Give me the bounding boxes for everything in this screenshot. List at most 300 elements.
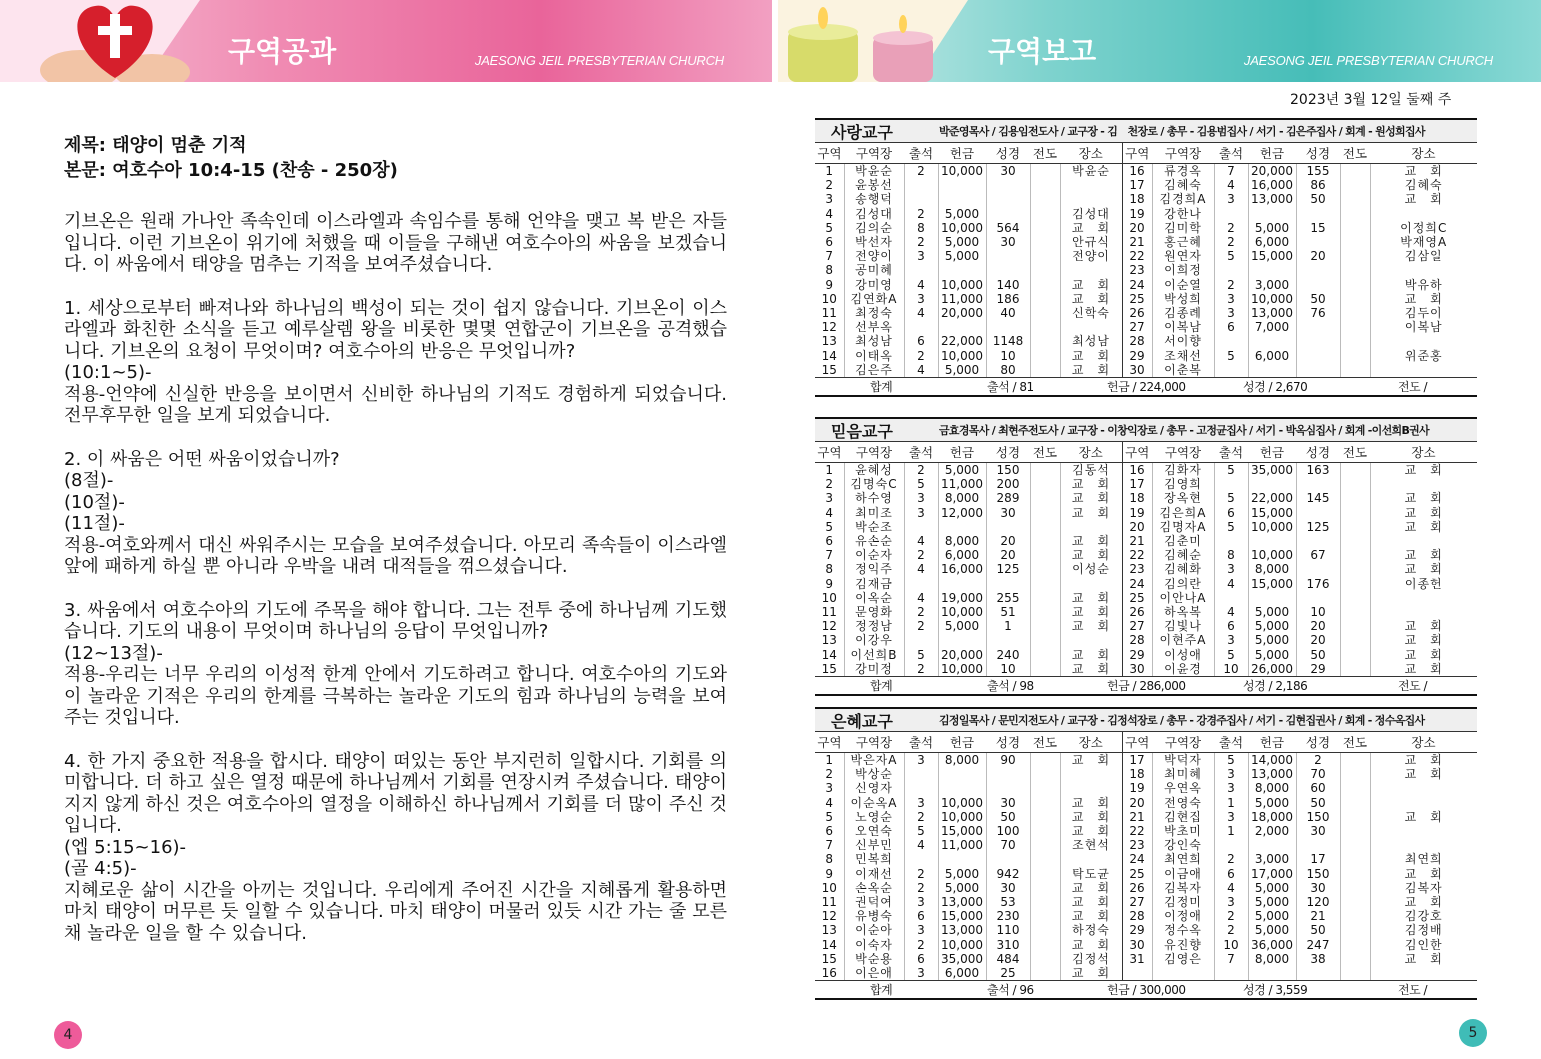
table-cell [1340,881,1370,895]
table-cell: 2 [1214,923,1248,937]
table-cell [1122,966,1152,980]
table-cell: 6 [904,909,938,923]
table-row [815,562,1477,576]
table-cell: 5,000 [1248,796,1296,810]
district-1 [815,118,1477,397]
table-cell: 이윤경 [1152,662,1214,676]
lesson-banner-title: 구역공과 [228,35,337,68]
table-cell [1214,477,1248,491]
column-header: 성경 [1296,442,1340,463]
table-cell: 이복남 [1370,320,1477,334]
table-cell: 53 [986,895,1030,909]
table-cell: 노영순 [844,810,904,824]
district-total [815,377,1477,395]
column-header: 성경 [986,143,1030,164]
column-header: 장소 [1370,442,1477,463]
table-cell [986,781,1030,795]
table-cell [1370,207,1477,221]
table-cell [1060,852,1122,866]
table-cell: 23 [1122,263,1152,277]
table-cell: 24 [1122,577,1152,591]
table-cell: 15,000 [938,824,986,838]
table-cell: 박윤순 [844,164,904,179]
table-cell: 2,000 [1248,824,1296,838]
table-cell: 3 [904,491,938,505]
table-cell [1248,534,1296,548]
total-label: 합계 [870,379,893,394]
total-label: 합계 [870,678,893,693]
table-cell: 최연희 [1152,852,1214,866]
church-name: JAESONG JEIL PRESBYTERIAN CHURCH [474,53,724,68]
table-cell: 5,000 [938,235,986,249]
table-cell [1296,263,1340,277]
table-cell: 18 [1122,491,1152,505]
table-cell: 유손순 [844,534,904,548]
table-cell: 11,000 [938,477,986,491]
table-cell [1370,591,1477,605]
table-cell: 70 [986,838,1030,852]
table-cell: 10,000 [938,810,986,824]
table-cell: 8,000 [1248,562,1296,576]
table-cell: 19 [1122,781,1152,795]
table-cell: 6 [1214,320,1248,334]
table-cell: 김혜숙 [1370,178,1477,192]
total-evangel: 전도 / [1398,983,1428,997]
table-cell [1248,363,1296,377]
table-cell [986,520,1030,534]
table-cell: 조현석 [1060,838,1122,852]
table-cell [938,767,986,781]
table-cell: 7,000 [1248,320,1296,334]
table-cell: 4 [904,838,938,852]
table-row [815,824,1477,838]
table-cell: 8 [825,263,834,278]
table-cell: 8,000 [938,534,986,548]
table-cell: 전양이 [1060,249,1122,263]
table-cell: 교 회 [1060,292,1122,306]
table-cell [938,781,986,795]
table-cell: 2 [904,235,938,249]
table-row [815,810,1477,824]
table-cell [938,852,986,866]
table-cell: 장옥현 [1152,491,1214,505]
table-cell: 23 [1122,562,1152,576]
table-cell [1060,192,1122,206]
total-attend: 출석 / 96 [987,983,1034,997]
table-cell: 31 [1122,952,1152,966]
table-cell: 최정숙 [844,306,904,320]
table-cell [1340,838,1370,852]
table-cell [1030,838,1060,852]
table-cell: 교 회 [1370,810,1477,824]
column-header: 헌금 [938,732,986,753]
table-cell: 김영희 [1152,477,1214,491]
table-cell [1030,263,1060,277]
table-row [815,477,1477,491]
table-cell: 2 [904,605,938,619]
table-cell [1248,263,1296,277]
table-cell: 22 [1122,824,1152,838]
report-banner-title: 구역보고 [988,35,1097,68]
table-row [815,306,1477,320]
table-row [815,348,1477,362]
table-cell: 5,000 [938,463,986,478]
table-cell: 7 [1214,952,1248,966]
table-cell: 5 [825,519,834,534]
table-cell: 6 [1214,867,1248,881]
table-cell: 공미혜 [844,263,904,277]
table-cell: 2 [1214,909,1248,923]
table-cell: 2 [904,164,938,179]
table-cell: 30 [986,506,1030,520]
table-cell: 김혜숙 [1152,178,1214,192]
table-cell: 30 [1122,662,1152,676]
table-cell: 교 회 [1060,491,1122,505]
table-cell [1030,249,1060,263]
table-cell: 4 [1214,178,1248,192]
table-row [815,852,1477,866]
table-cell: 교 회 [1370,867,1477,881]
column-header: 구역장 [1152,732,1214,753]
table-cell: 2 [904,619,938,633]
table-cell: 교 회 [1060,881,1122,895]
table-cell: 4 [904,591,938,605]
table-row [815,249,1477,263]
table-cell: 이순열 [1152,278,1214,292]
column-header: 전도 [1340,442,1370,463]
table-cell: 정정남 [844,619,904,633]
table-cell: 10,000 [938,662,986,676]
table-row [815,923,1477,937]
table-cell: 박상순 [844,767,904,781]
table-cell: 21 [1122,235,1152,249]
table-cell: 10 [821,590,837,605]
table-cell: 2 [1214,278,1248,292]
table-cell: 289 [986,491,1030,505]
table-cell [1060,520,1122,534]
table-cell: 4 [904,562,938,576]
table-cell: 21 [1122,810,1152,824]
table-row [815,662,1477,676]
table-cell [1030,221,1060,235]
table-cell: 위준홍 [1370,348,1477,362]
table-cell: 3 [1214,306,1248,320]
table-cell: 22,000 [938,334,986,348]
table-cell [1340,235,1370,249]
column-header: 구역장 [1152,143,1214,164]
table-cell: 1 [986,619,1030,633]
table-cell: 30 [1122,363,1152,377]
table-cell: 80 [986,363,1030,377]
lesson-body [64,211,727,944]
table-row [815,278,1477,292]
table-row [815,192,1477,206]
table-cell: 3,000 [1248,852,1296,866]
table-cell: 홍근혜 [1152,235,1214,249]
table-cell: 교 회 [1060,810,1122,824]
table-cell: 16 [1122,164,1152,179]
table-cell [938,577,986,591]
table-cell: 이재선 [844,867,904,881]
district-total [815,676,1477,694]
table-cell: 김재금 [844,577,904,591]
table-cell: 24 [1122,852,1152,866]
table-cell: 교 회 [1060,937,1122,951]
table-cell: 박유하 [1370,278,1477,292]
table-cell: 8 [1214,548,1248,562]
table-cell: 김동석 [1060,463,1122,478]
table-row [815,320,1477,334]
table-cell: 5 [904,824,938,838]
table-cell [1030,781,1060,795]
table-cell [1296,477,1340,491]
table-cell [1340,619,1370,633]
table-cell [1370,824,1477,838]
table-cell: 김종례 [1152,306,1214,320]
table-cell [1030,662,1060,676]
column-header: 구역 [1122,143,1152,164]
table-cell: 김인한 [1370,937,1477,951]
table-cell: 1 [1214,824,1248,838]
table-cell [1030,577,1060,591]
column-header: 구역 [815,143,844,164]
table-cell: 186 [986,292,1030,306]
table-cell: 9 [825,866,834,881]
table-row [815,548,1477,562]
total-attend: 출석 / 81 [987,379,1034,394]
table-cell [1296,506,1340,520]
table-cell: 교 회 [1060,477,1122,491]
table-cell: 박재영A [1370,235,1477,249]
table-cell: 38 [1296,952,1340,966]
table-cell: 김혜화 [1152,562,1214,576]
table-cell: 6,000 [938,548,986,562]
table-cell [1030,548,1060,562]
column-header: 성경 [1296,732,1340,753]
table-cell: 교 회 [1370,548,1477,562]
table-cell: 하옥복 [1152,605,1214,619]
table-cell [1340,292,1370,306]
table-cell: 조채선 [1152,348,1214,362]
lesson-line: 4. 한 가지 중요한 적용을 합시다. 태양이 떠있는 동안 부지런히 일합시다. 기회를 의미합니다. 더 하고 싶은 열정 때문에 하나님께서 기회를 연장시켜 주셨습니다. 태양이 지지 않게 하신 것은 여호수아의 열정을 이해하신 하나님께서 기회를 더 많이 주신 것입니다. [64,750,727,836]
lesson-line: 적용-언약에 신실한 반응을 보이면서 신비한 하나님의 기적도 경험하게 되었습니다. 전무후무한 일을 보게 되었습니다. [64,383,727,426]
table-cell [1248,591,1296,605]
table-cell: 29 [1296,662,1340,676]
table-cell: 1 [825,164,834,179]
table-cell: 윤봉선 [844,178,904,192]
table-cell: 박윤순 [1060,164,1122,179]
table-cell: 15 [821,362,837,377]
table-cell [1370,781,1477,795]
table-cell [1340,591,1370,605]
table-cell [986,320,1030,334]
table-cell: 김강호 [1370,909,1477,923]
table-cell: 10 [821,880,837,895]
column-header: 구역장 [844,143,904,164]
report-banner [778,0,1541,82]
table-row [815,966,1477,980]
table-cell: 교 회 [1060,753,1122,768]
table-cell: 255 [986,591,1030,605]
table-cell: 교 회 [1060,348,1122,362]
table-cell: 16,000 [938,562,986,576]
table-cell: 3 [1214,633,1248,647]
table-cell [1340,477,1370,491]
table-cell: 박순조 [844,520,904,534]
table-cell: 2 [904,348,938,362]
table-cell [986,852,1030,866]
table-cell: 10 [986,348,1030,362]
table-cell: 김의란 [1152,577,1214,591]
table-cell: 2 [825,767,834,782]
table-cell [1248,207,1296,221]
table-cell [1340,633,1370,647]
column-header: 전도 [1030,732,1060,753]
table-cell: 강인숙 [1152,838,1214,852]
page-number-left: 4 [54,1021,82,1049]
table-cell [1060,320,1122,334]
table-cell: 5,000 [938,867,986,881]
table-cell: 13,000 [938,923,986,937]
table-cell [986,178,1030,192]
table-cell [1296,838,1340,852]
table-cell: 2 [825,477,834,492]
table-cell: 50 [986,810,1030,824]
column-header: 구역 [1122,732,1152,753]
table-cell [1340,207,1370,221]
table-cell: 18 [1122,767,1152,781]
table-cell: 교 회 [1060,548,1122,562]
table-cell [1030,633,1060,647]
table-cell: 13,000 [1248,767,1296,781]
table-cell: 이숙자 [844,937,904,951]
table-cell: 86 [1296,178,1340,192]
table-cell: 20,000 [938,306,986,320]
table-cell: 240 [986,647,1030,661]
table-cell: 17,000 [1248,867,1296,881]
table-row [815,463,1477,478]
table-cell: 5,000 [1248,633,1296,647]
table-cell: 5,000 [1248,923,1296,937]
column-header: 출석 [904,143,938,164]
lesson-line: 기브온은 원래 가나안 족속인데 이스라엘과 속임수를 통해 언약을 맺고 복 받은 자들입니다. 이런 기브온이 위기에 처했을 때 이들을 구해낸 여호수아의 싸움을 보겠습니다. 이 싸움에서 태양을 멈추는 기적을 보여주셨습니다. [64,211,727,275]
table-cell [904,633,938,647]
table-cell: 신부민 [844,838,904,852]
table-cell [1340,937,1370,951]
table-cell: 6,000 [1248,348,1296,362]
table-cell: 60 [1296,781,1340,795]
table-row [815,909,1477,923]
table-cell [1060,263,1122,277]
table-cell: 150 [986,463,1030,478]
table-cell: 김현집 [1152,810,1214,824]
lesson-line: 지혜로운 삶이 시간을 아끼는 것입니다. 우리에게 주어진 시간을 지혜롭게 활용하면 마치 태양이 머무른 듯 일할 수 있습니다. 마치 태양이 머물러 있듯 시간 가는 줄 모른 채 놀라운 일을 할 수 있습니다. [64,879,727,944]
table-cell: 유진향 [1152,937,1214,951]
table-cell: 12 [821,619,837,634]
table-cell: 최성남 [844,334,904,348]
table-cell: 교 회 [1060,506,1122,520]
table-cell: 25 [1122,867,1152,881]
lesson-line: 3. 싸움에서 여호수아의 기도에 주목을 해야 합니다. 그는 전투 중에 하나님께 기도했습니다. 기도의 내용이 무엇이며 하나님의 응답이 무엇입니까? [64,599,727,642]
table-cell: 19,000 [938,591,986,605]
table-cell: 564 [986,221,1030,235]
table-cell: 이은애 [844,966,904,980]
table-cell: 교 회 [1370,952,1477,966]
column-header: 구역장 [1152,442,1214,463]
table-cell: 교 회 [1370,753,1477,768]
table-cell [986,249,1030,263]
table-cell: 교 회 [1370,520,1477,534]
table-cell: 20 [1296,249,1340,263]
table-cell: 4 [825,795,834,810]
table-cell: 3 [1214,895,1248,909]
table-cell: 28 [1122,633,1152,647]
table-cell [986,633,1030,647]
table-cell: 11 [821,305,837,320]
lesson-title: 제목: 태양이 멈춘 기적 [64,135,247,156]
table-cell: 15,000 [938,909,986,923]
table-cell: 27 [1122,895,1152,909]
table-cell [1370,605,1477,619]
lesson-line: (10절)- [64,491,125,513]
table-cell [1030,235,1060,249]
table-cell: 3 [825,491,834,506]
table-cell: 5,000 [1248,221,1296,235]
table-cell: 김미학 [1152,221,1214,235]
table-row [815,767,1477,781]
table-cell: 이안나A [1152,591,1214,605]
table-cell: 2 [904,937,938,951]
table-cell [1340,952,1370,966]
table-cell [1030,937,1060,951]
table-cell: 35,000 [1248,463,1296,478]
table-cell: 김빛나 [1152,619,1214,633]
table-cell [1340,548,1370,562]
table-cell: 10 [986,662,1030,676]
table-cell: 교 회 [1060,619,1122,633]
table-cell: 박순용 [844,952,904,966]
table-cell: 3,000 [1248,278,1296,292]
table-cell: 6 [825,534,834,549]
table-cell: 교 회 [1060,966,1122,980]
table-cell: 15 [821,951,837,966]
table-cell [1340,192,1370,206]
table-cell: 30 [986,796,1030,810]
table-cell [986,207,1030,221]
table-cell: 5,000 [938,207,986,221]
table-cell: 이순옥A [844,796,904,810]
table-cell: 5 [1214,491,1248,505]
table-cell: 5 [1214,647,1248,661]
total-evangel: 전도 / [1398,678,1428,693]
table-cell: 김은희A [1152,506,1214,520]
table-cell: 4 [904,278,938,292]
table-cell: 15 [1296,221,1340,235]
table-cell: 3 [904,292,938,306]
table-cell: 110 [986,923,1030,937]
table-cell [1030,966,1060,980]
table-cell: 유병숙 [844,909,904,923]
table-cell: 송행덕 [844,192,904,206]
column-header: 헌금 [1248,143,1296,164]
table-cell [1340,605,1370,619]
table-cell [1296,278,1340,292]
table-cell: 125 [1296,520,1340,534]
column-header: 구역 [815,732,844,753]
table-cell: 이춘복 [1152,363,1214,377]
table-cell: 최미조 [844,506,904,520]
table-cell: 김명자A [1152,520,1214,534]
